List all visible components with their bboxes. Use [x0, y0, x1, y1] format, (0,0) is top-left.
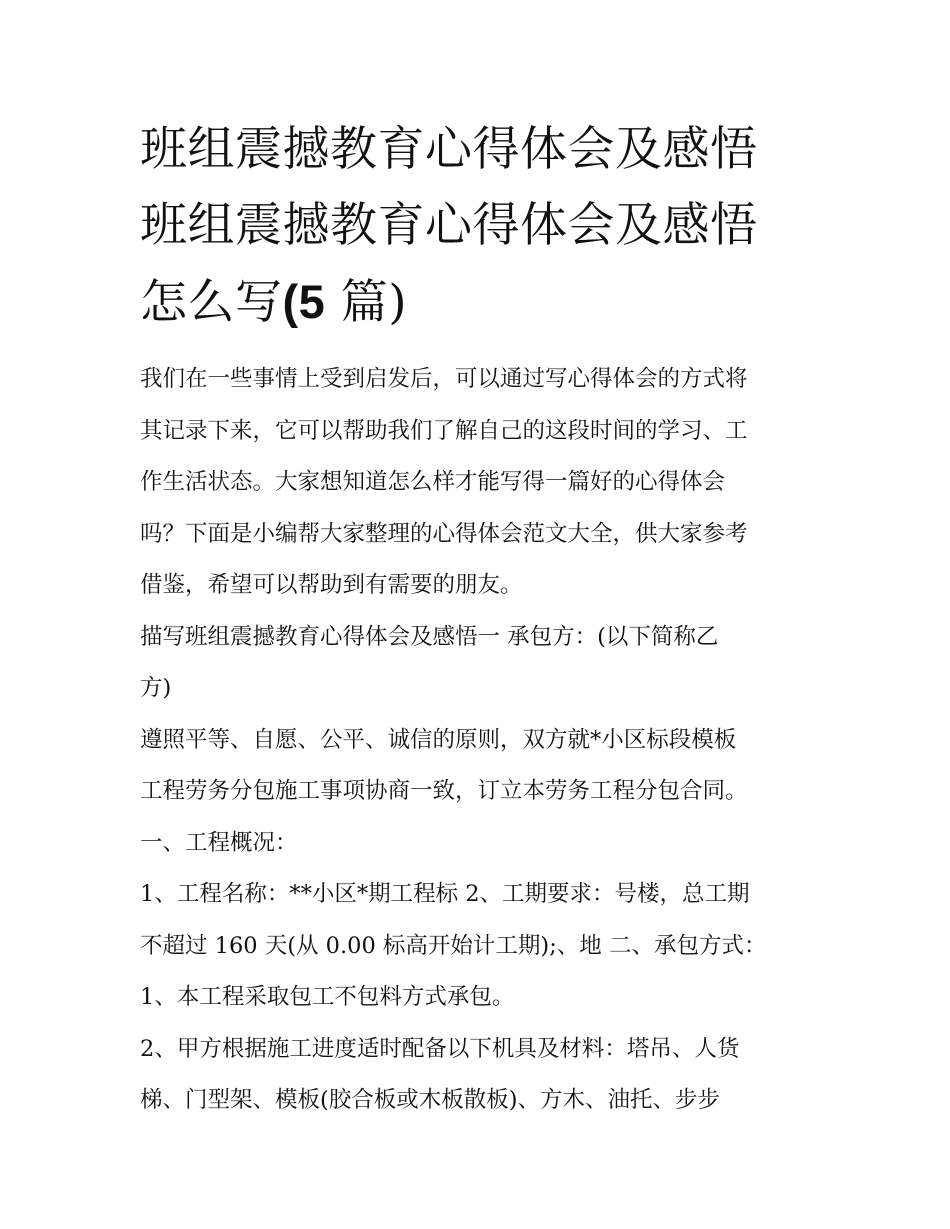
- body-line: 吗？下面是小编帮大家整理的心得体会范文大全，供大家参考: [140, 520, 748, 547]
- body-line: 借鉴，希望可以帮助到有需要的朋友。: [140, 572, 523, 598]
- title-line-3: [140, 264, 820, 341]
- title-line-3-prefix: 怎么写: [140, 275, 283, 330]
- document-body: [140, 354, 830, 1127]
- body-line: 1、本工程采取包工不包料方式承包。: [140, 984, 515, 1010]
- title-count: 5: [298, 275, 326, 328]
- body-line: 2、甲方根据施工进度适时配备以下机具及材料：塔吊、人货: [140, 1035, 740, 1062]
- title-paren-open: (: [282, 275, 299, 328]
- document-title: [140, 112, 820, 341]
- body-line: 作生活状态。大家想知道怎么样才能写得一篇好的心得体会: [140, 469, 726, 495]
- body-line: 遵照平等、自愿、公平、诚信的原则，双方就*小区标段模板: [140, 726, 737, 753]
- body-line: 1、工程名称：**小区*期工程标 2、工期要求：号楼，总工期: [140, 881, 750, 907]
- title-line-1: 班组震撼教育心得体会及感悟: [140, 122, 758, 177]
- body-line: 工程劳务分包施工事项协商一致，订立本劳务工程分包合同。: [140, 778, 748, 804]
- body-line: 方): [140, 675, 172, 701]
- body-line: 其记录下来，它可以帮助我们了解自己的这段时间的学习、工: [140, 417, 748, 444]
- body-line: 不超过 160 天(从 0.00 标高开始计工期);、地 二、承包方式：: [140, 932, 767, 959]
- title-line-2: 班组震撼教育心得体会及感悟: [140, 198, 758, 253]
- body-line: 梯、门型架、模板(胶合板或木板散板)、方木、油托、步步: [140, 1087, 721, 1113]
- title-line-3-suffix: 篇): [325, 275, 408, 330]
- body-line: 一、工程概况：: [140, 829, 298, 856]
- body-line: 我们在一些事情上受到启发后，可以通过写心得体会的方式将: [140, 366, 748, 392]
- body-line: 描写班组震撼教育心得体会及感悟一 承包方：(以下简称乙: [140, 623, 719, 650]
